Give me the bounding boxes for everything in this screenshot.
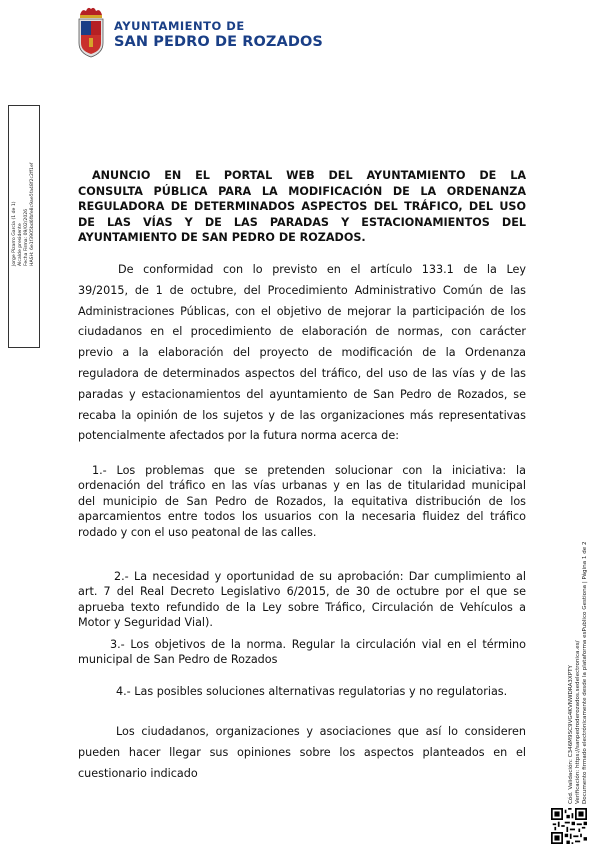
item-line: ordenación del tráfico en las vías urbanas y en las de titularidad municipal xyxy=(78,479,526,493)
intro-line: recaba la opinión de los sujetos y de las organizaciones más representativas xyxy=(78,408,526,422)
item-line: aparcamientos entre todos los usuarios con la necesaria fluidez del tráfico xyxy=(78,510,526,524)
closing-line: Los ciudadanos, organizaciones y asociaciones que así lo consideren xyxy=(116,725,526,738)
intro-line: ciudadanos en el procedimiento de elaboración de normas, con carácter xyxy=(78,325,526,339)
title-line: AYUNTAMIENTO DE SAN PEDRO DE ROZADOS. xyxy=(78,231,366,244)
coat-of-arms-icon xyxy=(76,5,106,59)
title-line: DE LAS VÍAS Y DE LAS PARADAS Y ESTACIONAMIENTOS DEL xyxy=(78,215,526,229)
intro-line: potencialmente afectados por la futura norma acerca de: xyxy=(78,429,399,443)
item-line: 3.- Los objetivos de la norma. Regular la circulación vial en el término xyxy=(110,638,526,651)
document-title xyxy=(78,168,526,246)
list-item-2 xyxy=(78,569,526,631)
intro-line: reguladora de determinados aspectos del tráfico, del uso de las vías y de las xyxy=(78,366,526,380)
closing-line: cuestionario indicado xyxy=(78,766,198,780)
item-line: rodado y con el uso peatonal de las calles. xyxy=(78,525,317,539)
intro-line: Administraciones Públicas, con el objetivo de mejorar la participación de los xyxy=(78,304,526,318)
title-line: CONSULTA PÚBLICA PARA LA MODIFICACIÓN DE LA ORDENANZA xyxy=(78,184,526,198)
item-line: Motor y Seguridad Vial). xyxy=(78,616,213,630)
intro-line: 39/2015, de 1 de octubre, del Procedimiento Administrativo Común de las xyxy=(78,283,526,297)
item-line: 2.- La necesidad y oportunidad de su aprobación: Dar cumplimiento al xyxy=(114,570,526,583)
qr-code-icon xyxy=(551,808,587,844)
title-line: ANUNCIO EN EL PORTAL WEB DEL AYUNTAMIENTO DE LA xyxy=(92,169,526,182)
signature-stamp-box xyxy=(8,105,40,348)
verification-url: Verificación: https://sanpedroderozados.sedelectronica.es/ xyxy=(575,640,581,804)
signature-line: Fecha Firma: 09/02/2026 xyxy=(24,208,29,266)
signature-line: Alcalde presidente xyxy=(18,223,23,266)
item-line: del municipio de San Pedro de Rozados, la equitativa distribución de los xyxy=(78,494,526,508)
validation-code: Cód. Validación: C346M9SC9VG4KVNWDRA3XPTY xyxy=(568,665,574,804)
closing-line: pueden hacer llegar sus opiniones sobre los aspectos planteados en el xyxy=(78,745,526,759)
closing-paragraph xyxy=(78,722,526,784)
title-line: REGULADORA DE DETERMINADOS ASPECTOS DEL TRÁFICO, DEL USO xyxy=(78,200,526,213)
item-line: aprueba texto refundido de la Ley sobre Tráfico, Circulación de Vehículos a xyxy=(78,600,526,614)
intro-paragraph xyxy=(78,260,526,447)
org-name-line2: SAN PEDRO DE ROZADOS xyxy=(114,34,323,50)
intro-line: paradas y estacionamientos del ayuntamiento de San Pedro de Rozados, se xyxy=(78,387,526,401)
item-line: art. 7 del Real Decreto Legislativo 6/2015, de 30 de octubre por el que se xyxy=(78,585,526,599)
item-line: 1.- Los problemas que se pretenden solucionar con la iniciativa: la xyxy=(92,464,526,477)
list-item-4 xyxy=(78,684,526,699)
list-item-1 xyxy=(78,463,526,540)
signature-platform-note: Documento firmado electrónicamente desde la plataforma esPublico Gestiona | Página 1 de 2 xyxy=(582,541,588,804)
intro-line: previo a la elaboración del proyecto de modificación de la Ordenanza xyxy=(78,346,526,360)
signature-line: Jorge Pizarro Garcia (1 de 1) xyxy=(12,201,17,266)
list-item-3 xyxy=(78,637,526,668)
org-name-line1: AYUNTAMIENTO DE xyxy=(114,19,245,33)
signature-line: HASH: 6e1f3905bd6fbfe8c9ae5fa48f2c2ff1ef xyxy=(30,162,35,266)
item-line: municipal de San Pedro de Rozados xyxy=(78,653,278,667)
intro-line: De conformidad con lo previsto en el artículo 133.1 de la Ley xyxy=(118,263,526,276)
item-line: 4.- Las posibles soluciones alternativas regulatorias y no regulatorias. xyxy=(116,685,508,698)
